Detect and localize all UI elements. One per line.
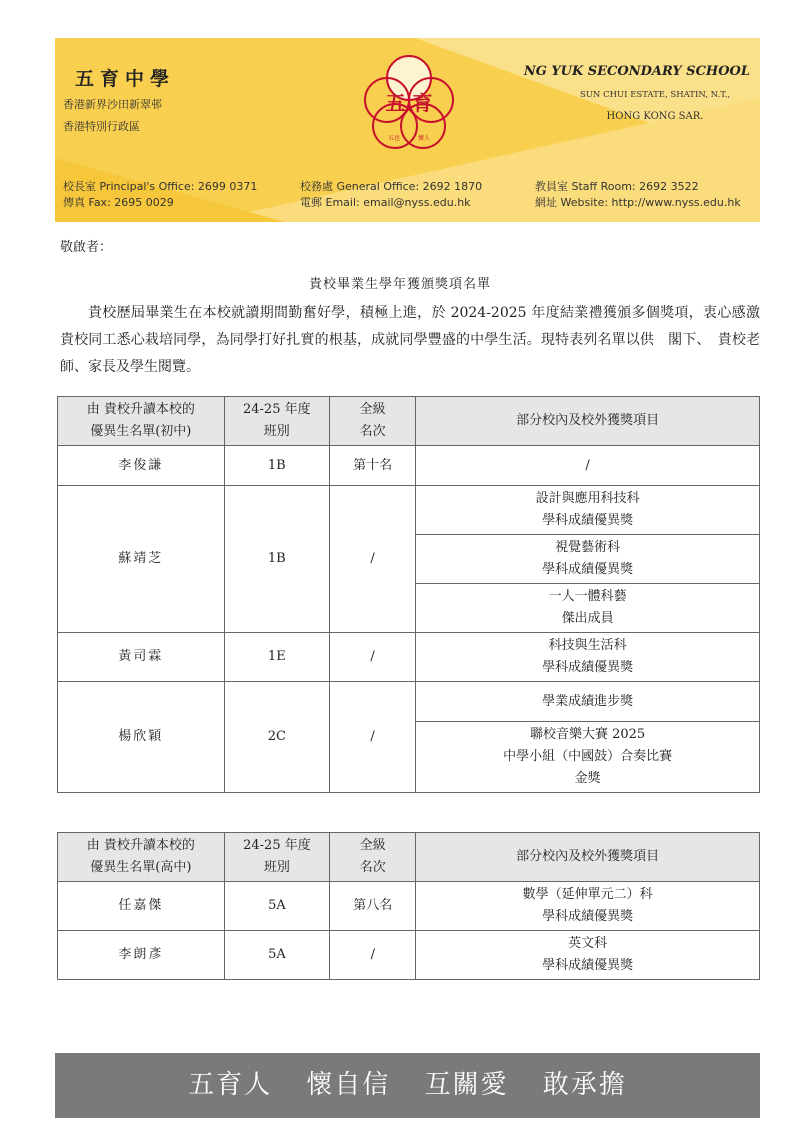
header-awards: 部分校內及校外獲獎項目 — [416, 397, 760, 446]
school-chinese-name: 五育中學 — [75, 68, 176, 90]
student-name: 李俊謙 — [58, 446, 225, 486]
header-student-name: 由 貴校升讀本校的 優異生名單(初中) — [58, 397, 225, 446]
table-row — [58, 882, 760, 931]
principal-office-phone: 校長室 Principal's Office: 2699 0371 — [63, 180, 258, 193]
salutation: 敬啟者： — [60, 240, 113, 255]
student-rank: 第十名 — [330, 446, 416, 486]
award-item: / — [416, 446, 760, 486]
school-english-name: NG YUK SECONDARY SCHOOL — [523, 64, 750, 79]
table-header-row — [58, 833, 760, 882]
motto-4: 敢承擔 — [542, 1070, 627, 1100]
award-item: 聯校音樂大賽 2025 中學小組（中國鼓）合奏比賽 金獎 — [416, 722, 760, 793]
header-rank: 全級 名次 — [330, 833, 416, 882]
student-name: 李朗彥 — [58, 931, 225, 980]
table-row — [58, 486, 760, 535]
logo-small-text-left: 五也 — [387, 135, 401, 142]
logo-main-text: 五 育 — [385, 91, 433, 115]
award-item: 視覺藝術科 學科成績優異獎 — [416, 535, 760, 584]
intro-paragraph: 貴校歷屆畢業生在本校就讀期間勤奮好學，積極上進，於 2024-2025 年度結業禮獲頒多個獎項，衷心感激 貴校同工悉心栽培同學，為同學打好扎實的根基，成就同學豐盛的中學生活。現特表列名單以供 閣下、 貴校老師、家長及學生閱覽。 — [60, 305, 774, 375]
header-class: 24-25 年度 班別 — [224, 833, 330, 882]
student-class: 1E — [224, 633, 329, 682]
award-item: 學業成績進步獎 — [416, 682, 760, 722]
chinese-address-line-2: 香港特別行政區 — [63, 120, 140, 133]
document-title: 貴校畢業生學年獲頒獎項名單 — [308, 277, 491, 292]
motto-2: 懷自信 — [306, 1070, 391, 1100]
header-class: 24-25 年度 班別 — [224, 397, 329, 446]
student-rank: / — [330, 682, 416, 793]
award-item: 一人一體科藝 傑出成員 — [416, 584, 760, 633]
award-item: 英文科 學科成績優異獎 — [416, 931, 760, 980]
header-rank: 全級 名次 — [330, 397, 416, 446]
senior-awards-table — [57, 832, 760, 980]
logo-small-text-right: 懷人 — [417, 135, 431, 142]
student-name: 楊欣穎 — [58, 682, 225, 793]
student-class: 1B — [224, 486, 329, 633]
student-name: 任嘉傑 — [58, 882, 225, 931]
student-class: 5A — [224, 931, 330, 980]
student-name: 黃司霖 — [58, 633, 225, 682]
header-awards: 部分校內及校外獲獎項目 — [416, 833, 760, 882]
email-address[interactable]: 電郵 Email: email@nyss.edu.hk — [300, 196, 471, 209]
english-address-line-1: SUN CHUI ESTATE, SHATIN, N.T., — [579, 90, 731, 100]
table-row — [58, 633, 760, 682]
table-row — [58, 446, 760, 486]
student-class: 1B — [224, 446, 329, 486]
motto-3: 互關愛 — [424, 1070, 509, 1100]
table-header-row — [58, 397, 760, 446]
motto-banner — [55, 1053, 760, 1118]
award-item: 科技與生活科 學科成績優異獎 — [416, 633, 760, 682]
letterhead — [55, 38, 760, 222]
chinese-address-line-1: 香港新界沙田新翠邨 — [63, 98, 162, 111]
student-class: 2C — [224, 682, 329, 793]
award-item: 設計與應用科技科 學科成績優異獎 — [416, 486, 760, 535]
student-rank: / — [330, 486, 416, 633]
motto-1: 五育人 — [188, 1070, 273, 1100]
table-row — [58, 931, 760, 980]
student-rank: 第八名 — [330, 882, 416, 931]
header-student-name: 由 貴校升讀本校的 優異生名單(高中) — [58, 833, 225, 882]
website-address[interactable]: 網址 Website: http://www.nyss.edu.hk — [535, 196, 741, 209]
fax-number: 傳真 Fax: 2695 0029 — [63, 196, 174, 209]
student-class: 5A — [224, 882, 330, 931]
school-logo-icon — [361, 48, 457, 152]
table-row — [58, 682, 760, 722]
junior-awards-table — [57, 396, 760, 793]
student-rank: / — [330, 633, 416, 682]
student-rank: / — [330, 931, 416, 980]
english-address-line-2: HONG KONG SAR. — [606, 111, 704, 122]
award-item: 數學（延伸單元二）科 學科成績優異獎 — [416, 882, 760, 931]
student-name: 蘇靖芝 — [58, 486, 225, 633]
staff-room-phone: 教員室 Staff Room: 2692 3522 — [535, 180, 699, 193]
general-office-phone: 校務處 General Office: 2692 1870 — [300, 180, 483, 193]
